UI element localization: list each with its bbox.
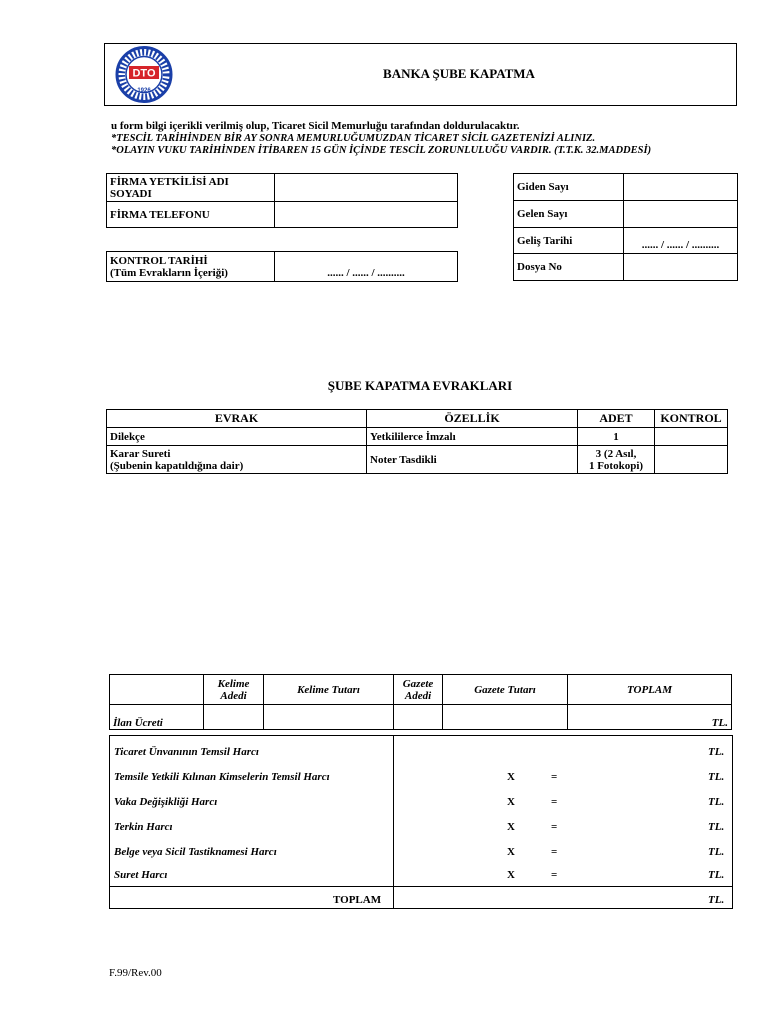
harc-tl-temsile: TL.: [708, 771, 725, 783]
col-gazete-tutari: Gazete Tutarı: [443, 675, 568, 705]
harc-label-suret: Suret Harcı: [114, 869, 168, 881]
kelime-tutari-field[interactable]: [264, 705, 394, 730]
gelen-sayi-field[interactable]: [624, 201, 738, 228]
harc-x-suret: X: [507, 869, 515, 881]
giden-sayi-label: Giden Sayı: [514, 174, 624, 201]
firma-table: [106, 173, 458, 228]
col-kelime-adedi-line2: Adedi: [220, 689, 247, 702]
gazete-adedi-field[interactable]: [394, 705, 443, 730]
harc-total-line: [109, 886, 733, 887]
adet-line2: 1 Fotokopi): [588, 459, 644, 472]
harc-tl-ticaret: TL.: [708, 746, 725, 758]
dosya-no-label: Dosya No: [514, 254, 624, 281]
office-table: [513, 173, 738, 281]
col-toplam: TOPLAM: [568, 675, 732, 705]
page-title: BANKA ŞUBE KAPATMA: [383, 66, 535, 81]
harc-label-terkin: Terkin Harcı: [114, 821, 173, 833]
col-kelime-adedi: [204, 675, 264, 705]
form-code: F.99/Rev.00: [109, 967, 162, 979]
harc-x-temsile: X: [507, 771, 515, 783]
kontrol-date-field[interactable]: ...... / ...... / ..........: [275, 252, 458, 282]
ozellik-cell: Yetkililerce İmzalı: [367, 428, 578, 446]
ozellik-cell: Noter Tasdikli: [367, 446, 578, 474]
harc-tl-terkin: TL.: [708, 821, 725, 833]
adet-line1: 3 (2 Asıl,: [595, 447, 637, 460]
harc-eq-suret: =: [551, 869, 558, 881]
harc-x-belge: X: [507, 846, 515, 858]
col-kontrol: KONTROL: [655, 410, 728, 428]
kontrol-table: [106, 251, 458, 282]
harc-x-terkin: X: [507, 821, 515, 833]
harc-label-temsile: Temsile Yetkili Kılınan Kimselerin Temsil Harcı: [114, 771, 330, 783]
harc-box: [109, 735, 733, 909]
logo-year: 1926: [137, 88, 151, 94]
evrak-cell: [107, 446, 367, 474]
col-gazete-adedi-line1: Gazete: [402, 677, 434, 690]
dosya-no-field[interactable]: [624, 254, 738, 281]
kelime-adedi-field[interactable]: [204, 705, 264, 730]
harc-divider: [393, 735, 394, 909]
harc-eq-terkin: =: [551, 821, 558, 833]
giden-sayi-field[interactable]: [624, 174, 738, 201]
harc-total-tl: TL.: [708, 894, 725, 906]
col-evrak: EVRAK: [107, 410, 367, 428]
col-adet: ADET: [578, 410, 655, 428]
kontrol-cell[interactable]: [655, 446, 728, 474]
table-row: [107, 428, 728, 446]
gelis-tarihi-label: Geliş Tarihi: [514, 228, 624, 254]
evrak-cell: Dilekçe: [107, 428, 367, 446]
evrak-line2: (Şubenin kapatıldığına dair): [110, 459, 244, 472]
gazete-tutari-field[interactable]: [443, 705, 568, 730]
firma-telefon-label: FİRMA TELEFONU: [107, 202, 275, 228]
col-kelime-adedi-line1: Kelime: [217, 677, 250, 690]
col-gazete-adedi: [394, 675, 443, 705]
col-gazete-adedi-line2: Adedi: [404, 689, 432, 702]
ilan-blank-header: [110, 675, 204, 705]
firma-adi-field[interactable]: [275, 174, 458, 202]
table-row: [107, 446, 728, 474]
harc-tl-vaka: TL.: [708, 796, 725, 808]
firma-telefon-field[interactable]: [275, 202, 458, 228]
ilan-ucreti-label: İlan Ücreti: [110, 705, 204, 730]
logo-center-text: DTO: [132, 67, 156, 80]
evrak-line1: Karar Sureti: [110, 447, 171, 460]
kontrol-cell[interactable]: [655, 428, 728, 446]
gelis-tarihi-field[interactable]: ...... / ...... / ..........: [624, 228, 738, 254]
docs-table: [106, 409, 728, 474]
harc-eq-vaka: =: [551, 796, 558, 808]
adet-cell: [578, 446, 655, 474]
kontrol-label-line2: (Tüm Evrakların İçeriği): [110, 266, 228, 279]
note-line-3: *OLAYIN VUKU TARİHİNDEN İTİBAREN 15 GÜN İÇİNDE TESCİL ZORUNLULUĞU VARDIR. (T.T.K. 32.MADDESİ): [111, 145, 652, 156]
kontrol-label-line1: KONTROL TARİHİ: [110, 254, 208, 267]
logo: [107, 46, 181, 103]
col-kelime-tutari: Kelime Tutarı: [264, 675, 394, 705]
gelen-sayi-label: Gelen Sayı: [514, 201, 624, 228]
kontrol-label: [107, 252, 275, 282]
harc-x-vaka: X: [507, 796, 515, 808]
harc-eq-temsile: =: [551, 771, 558, 783]
harc-total-label: TOPLAM: [333, 894, 382, 906]
col-ozellik: ÖZELLİK: [367, 410, 578, 428]
note-line-1: u form bilgi içerikli verilmiş olup, Ticaret Sicil Memurluğu tarafından doldurulacaktır.: [111, 120, 520, 132]
docs-heading: ŞUBE KAPATMA EVRAKLARI: [327, 378, 513, 393]
ilan-table: [109, 674, 732, 730]
harc-tl-belge: TL.: [708, 846, 725, 858]
harc-label-ticaret: Ticaret Ünvanının Temsil Harcı: [114, 746, 259, 758]
harc-label-vaka: Vaka Değişikliği Harcı: [114, 796, 218, 808]
adet-cell: 1: [578, 428, 655, 446]
harc-label-belge: Belge veya Sicil Tastiknamesi Harcı: [114, 846, 277, 858]
note-line-2: *TESCİL TARİHİNDEN BİR AY SONRA MEMURLUĞUMUZDAN TİCARET SİCİL GAZETENİZİ ALINIZ.: [111, 133, 596, 144]
harc-eq-belge: =: [551, 846, 558, 858]
ilan-toplam-tl: TL.: [568, 705, 732, 730]
harc-tl-suret: TL.: [708, 869, 725, 881]
firma-adi-label: FİRMA YETKİLİSİ ADI SOYADI: [107, 174, 275, 202]
